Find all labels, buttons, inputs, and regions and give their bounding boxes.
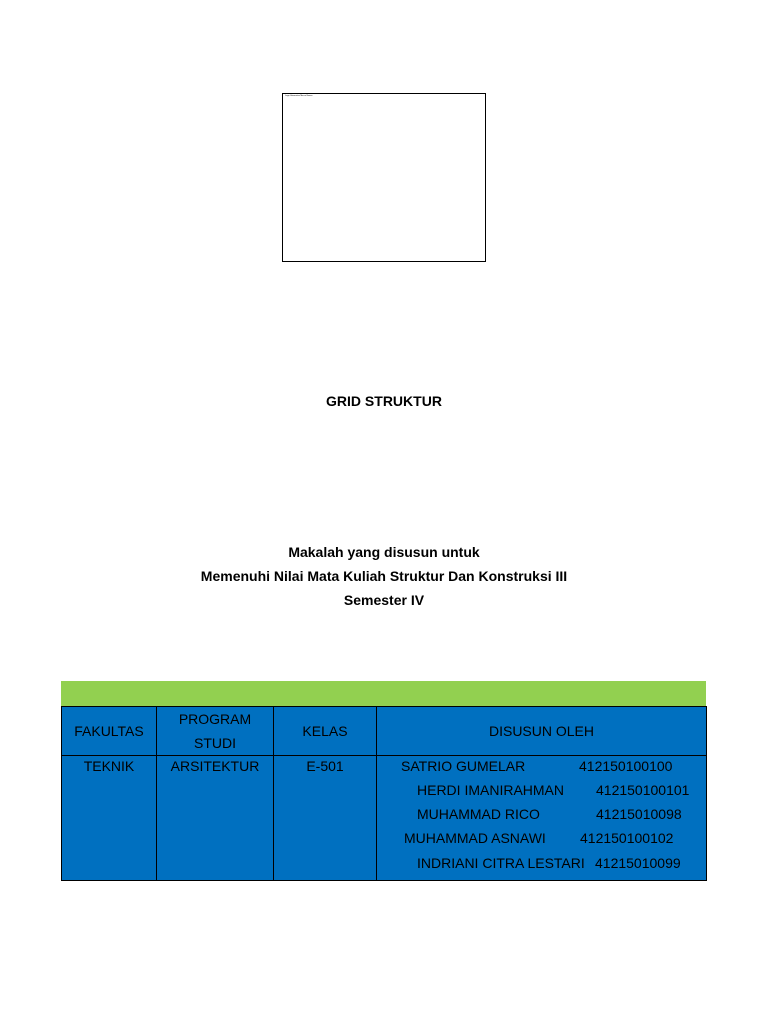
header-program-studi-line-1: PROGRAM <box>178 711 252 727</box>
subtitle-line-1: Makalah yang disusun untuk <box>288 544 480 560</box>
member-name: INDRIANI CITRA LESTARI <box>417 855 585 871</box>
member-name: HERDI IMANIRAHMAN <box>417 782 565 798</box>
cell-program-studi <box>157 756 274 881</box>
subtitle-block <box>0 540 768 612</box>
member-item <box>377 757 707 781</box>
info-table <box>61 706 707 881</box>
header-kelas: KELAS <box>274 707 377 756</box>
header-program-studi-line-2: STUDI <box>194 735 236 751</box>
member-nim: 412150100100 <box>579 758 673 774</box>
table-row <box>62 756 707 881</box>
member-name: MUHAMMAD RICO <box>417 806 540 822</box>
table-header-bar <box>61 681 706 706</box>
member-nim: 412150100102 <box>580 830 674 846</box>
header-disusun-oleh: DISUSUN OLEH <box>377 707 707 756</box>
member-name: SATRIO GUMELAR <box>401 758 526 774</box>
member-item <box>377 805 707 829</box>
header-program-studi <box>157 707 274 756</box>
cell-program-studi-text: ARSITEKTUR <box>170 758 260 774</box>
member-nim: 41215010099 <box>595 855 681 871</box>
member-item <box>377 829 707 853</box>
member-nim: 412150100101 <box>596 782 690 798</box>
subtitle-line-3: Semester IV <box>343 592 425 608</box>
cell-fakultas-text: TEKNIK <box>83 758 135 774</box>
member-item <box>377 781 707 805</box>
member-nim: 41215010098 <box>596 806 682 822</box>
cell-members <box>377 756 707 881</box>
subtitle-line-2: Memenuhi Nilai Mata Kuliah Struktur Dan Konstruksi III <box>200 568 568 584</box>
member-name: MUHAMMAD ASNAWI <box>404 830 546 846</box>
cell-kelas <box>274 756 377 881</box>
header-fakultas: FAKULTAS <box>62 707 157 756</box>
member-list <box>377 756 706 880</box>
cell-kelas-text: E-501 <box>306 758 344 774</box>
document-title: GRID STRUKTUR <box>326 393 442 409</box>
logo-placeholder-box <box>282 93 486 262</box>
logo-caption: Logo Universitas Mercu Buana <box>285 95 313 97</box>
table-header-row <box>62 707 707 756</box>
cell-fakultas <box>62 756 157 881</box>
member-item <box>377 854 707 878</box>
